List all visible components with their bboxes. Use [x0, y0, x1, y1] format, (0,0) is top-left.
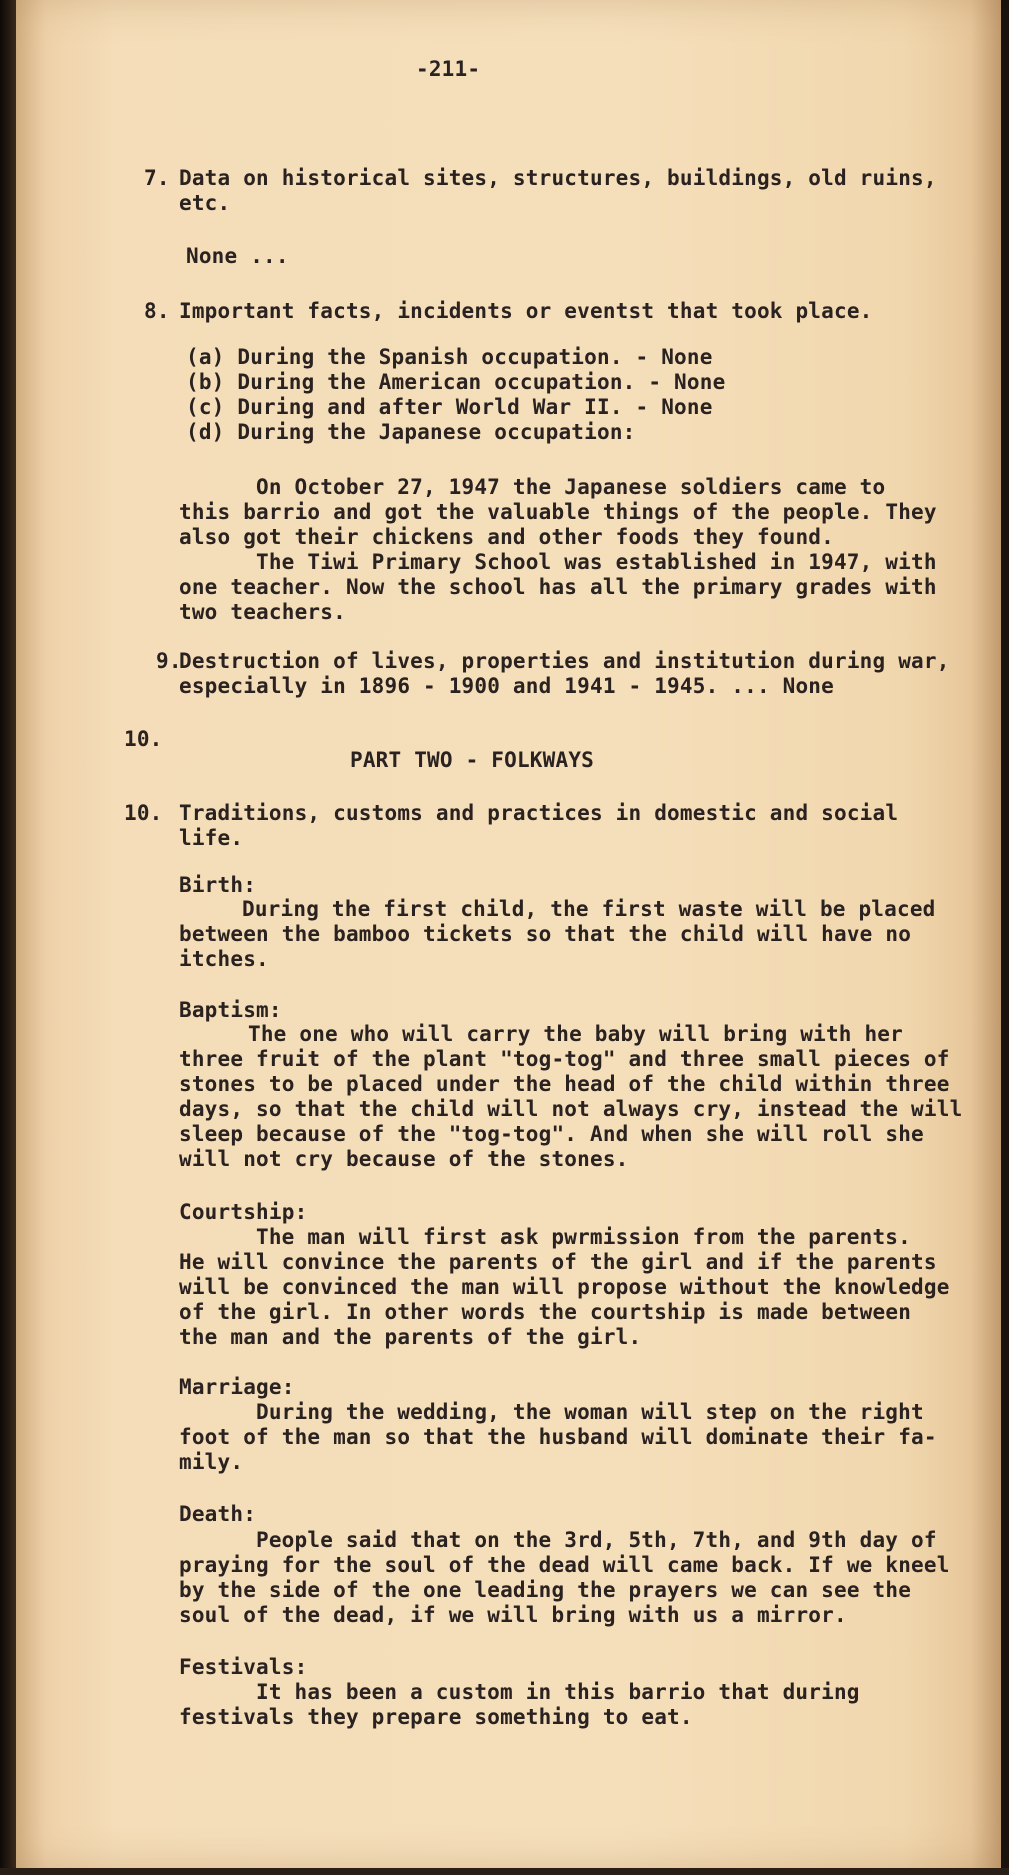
item-8-paragraph2-line1: The Tiwi Primary School was established in 1947, with: [256, 550, 937, 574]
item-8a: (a) During the Spanish occupation. - None: [186, 345, 713, 369]
book-binding-edge: [0, 0, 16, 1875]
baptism-line3: stones to be placed under the head of the child within three: [179, 1072, 950, 1096]
item-10-title-line2: life.: [179, 826, 244, 850]
item-8c: (c) During and after World War II. - None: [186, 395, 713, 419]
festivals-line1: It has been a custom in this barrio that during: [256, 1680, 860, 1704]
marriage-heading: Marriage:: [179, 1375, 295, 1399]
item-8d: (d) During the Japanese occupation:: [186, 420, 636, 444]
page-number: -211-: [416, 57, 481, 81]
baptism-line2: three fruit of the plant "tog-tog" and three small pieces of: [179, 1047, 950, 1071]
birth-heading: Birth:: [179, 873, 257, 897]
item-9-title-line1: Destruction of lives, properties and institution during war,: [179, 649, 950, 673]
marriage-line3: mily.: [179, 1450, 244, 1474]
courtship-line5: the man and the parents of the girl.: [179, 1325, 642, 1349]
item-8-number: 8.: [144, 299, 170, 323]
death-line1: People said that on the 3rd, 5th, 7th, and 9th day of: [256, 1528, 937, 1552]
festivals-line2: festivals they prepare something to eat.: [179, 1705, 693, 1729]
item-8b: (b) During the American occupation. - None: [186, 370, 726, 394]
death-line2: praying for the soul of the dead will came back. If we kneel: [179, 1553, 950, 1577]
part-two-heading: PART TWO - FOLKWAYS: [350, 748, 595, 772]
item-7-number: 7.: [144, 166, 170, 190]
death-line3: by the side of the one leading the prayers we can see the: [179, 1578, 912, 1602]
death-line4: soul of the dead, if we will bring with us a mirror.: [179, 1603, 847, 1627]
courtship-heading: Courtship:: [179, 1200, 308, 1224]
item-8-paragraph1-line1: On October 27, 1947 the Japanese soldiers came to: [256, 475, 886, 499]
item-8-paragraph2-line2: one teacher. Now the school has all the primary grades with: [179, 575, 937, 599]
courtship-line3: will be convinced the man will propose without the knowledge: [179, 1275, 950, 1299]
birth-line2: between the bamboo tickets so that the child will have no: [179, 922, 912, 946]
festivals-heading: Festivals:: [179, 1655, 308, 1679]
page-bottom-edge: [0, 1868, 1009, 1875]
marriage-line2: foot of the man so that the husband will dominate their fa-: [179, 1425, 937, 1449]
item-8-paragraph2-line3: two teachers.: [179, 600, 346, 624]
item-10-number: 10.: [124, 801, 163, 825]
baptism-line4: days, so that the child will not always cry, instead the will: [179, 1097, 963, 1121]
courtship-line1: The man will first ask pwrmission from the parents.: [256, 1225, 911, 1249]
item-8-paragraph1-line3: also got their chickens and other foods they found.: [179, 525, 834, 549]
item-10-stray-number: 10.: [124, 727, 163, 751]
marriage-line1: During the wedding, the woman will step on the right: [256, 1400, 924, 1424]
item-10-title-line1: Traditions, customs and practices in domestic and social: [179, 801, 899, 825]
birth-line3: itches.: [179, 947, 269, 971]
item-9-title-line2: especially in 1896 - 1900 and 1941 - 1945. ... None: [179, 674, 834, 698]
item-7-title-line2: etc.: [179, 191, 231, 215]
item-9-number: 9.: [156, 649, 182, 673]
item-7-answer: None ...: [186, 244, 289, 268]
baptism-line6: will not cry because of the stones.: [179, 1147, 629, 1171]
death-heading: Death:: [179, 1502, 257, 1526]
courtship-line4: of the girl. In other words the courtship is made between: [179, 1300, 912, 1324]
baptism-heading: Baptism:: [179, 998, 282, 1022]
item-8-title: Important facts, incidents or eventst that took place.: [179, 299, 873, 323]
baptism-line5: sleep because of the "tog-tog". And when she will roll she: [179, 1122, 924, 1146]
page-edge-shading: [971, 0, 1001, 1868]
item-7-title-line1: Data on historical sites, structures, buildings, old ruins,: [179, 166, 937, 190]
baptism-line1: The one who will carry the baby will bring with her: [248, 1022, 903, 1046]
item-8-paragraph1-line2: this barrio and got the valuable things of the people. They: [179, 500, 937, 524]
document-page: [16, 0, 1001, 1868]
birth-line1: During the first child, the first waste will be placed: [242, 897, 936, 921]
courtship-line2: He will convince the parents of the girl and if the parents: [179, 1250, 937, 1274]
